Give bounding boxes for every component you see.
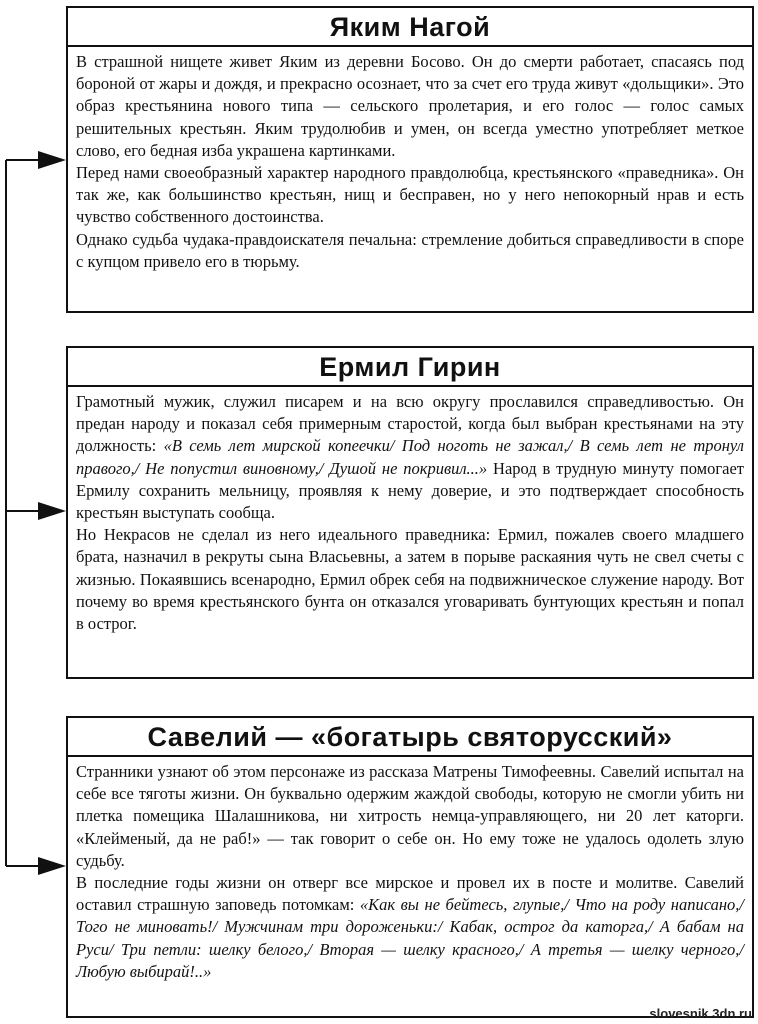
arrow-head-2 [38, 502, 66, 520]
card-body [68, 387, 752, 641]
card-saveliy [66, 716, 754, 1018]
paragraph: В страшной нищете живет Яким из деревни Босово. Он до смерти работает, спасаясь под бороной от жары и дождя, и прекрасно осознает, что за счет его труда живут «дольщики». Это образ крестьянина нового типа — сельского пролетария, и его голос — голос самых решительных крестьян. Яким трудолюбив и умен, он всегда уместно употребляет меткое слово, его бедная изба украшена картинками. [76, 52, 744, 160]
card-body [68, 47, 752, 279]
paragraph: Однако судьба чудака-правдоискателя печальна: стремление добиться справедливости в споре с купцом привело его в тюрьму. [76, 229, 744, 271]
watermark: slovesnik.3dn.ru [649, 1006, 752, 1021]
text: Народ в трудную минуту помогает Ермилу сохранить мельницу, проявляя к нему доверие, и это подтверждает способность крестьян выступать сообща. [76, 458, 744, 523]
text: В последние годы жизни он отверг все мирское и провел их в посте и молитве. Савелий оставил страшную заповедь потомкам: [76, 873, 744, 915]
card-title: Яким Нагой [68, 8, 752, 47]
paragraph: Странники узнают об этом персонаже из рассказа Матрены Тимофеевны. Савелий испытал на себе все тяготы жизни. Он буквально одержим жаждой свободы, которую не смогли убить ни плетка помещика Шалашникова, ни хитрость немца-управляющего, ни 20 лет каторги. «Клейменый, да не раб!» — так говорит о себе он. Но ему тоже не удалось одолеть злую судьбу. [76, 762, 744, 870]
paragraph: Но Некрасов не сделал из него идеального праведника: Ермил, пожалев своего младшего брата, назначил в рекруты сына Власьевны, а затем в порыве раскаяния чуть не свел счеты с жизнью. Покаявшись всенародно, Ермил обрек себя на подвижническое служение народу. Вот почему во время крестьянского бунта он отказался уговаривать бунтующих крестьян и попал в острог. [76, 525, 744, 634]
arrow-head-1 [38, 151, 66, 169]
card-ermil [66, 346, 754, 679]
text: Грамотный мужик, служил писарем и на всю округу прославился справедливостью. Он предан народу и показал себя примерным старостой, когда был выбран крестьянами на эту должность: [76, 392, 744, 456]
card-title: Савелий — «богатырь святорусский» [68, 718, 752, 757]
card-yakim [66, 6, 754, 313]
quote: «В семь лет мирской копеечки/ Под ноготь не зажал,/ В семь лет не тронул правого,/ Не попустил виновному,/ Душой не покривил...» [76, 436, 744, 478]
arrow-head-3 [38, 857, 66, 875]
card-title: Ермил Гирин [68, 348, 752, 387]
paragraph: Перед нами своеобразный характер народного правдолюбца, крестьянского «праведника». Он так же, как большинство крестьян, нищ и бесправен, но у него непокорный нрав и есть чувство собственного достоинства. [76, 163, 744, 227]
paragraph [76, 872, 744, 983]
card-body [68, 757, 752, 989]
quote: «Как вы не бейтесь, глупые,/ Что на роду написано,/ Того не миновать!/ Мужчинам три дороженьки:/ Кабак, острог да каторга,/ А бабам на Руси/ Три петли: шелку белого,/ Вторая — шелку красного,/ А третья — шелку черного,/ Любую выбирай!..» [76, 895, 744, 981]
paragraph [76, 391, 744, 524]
